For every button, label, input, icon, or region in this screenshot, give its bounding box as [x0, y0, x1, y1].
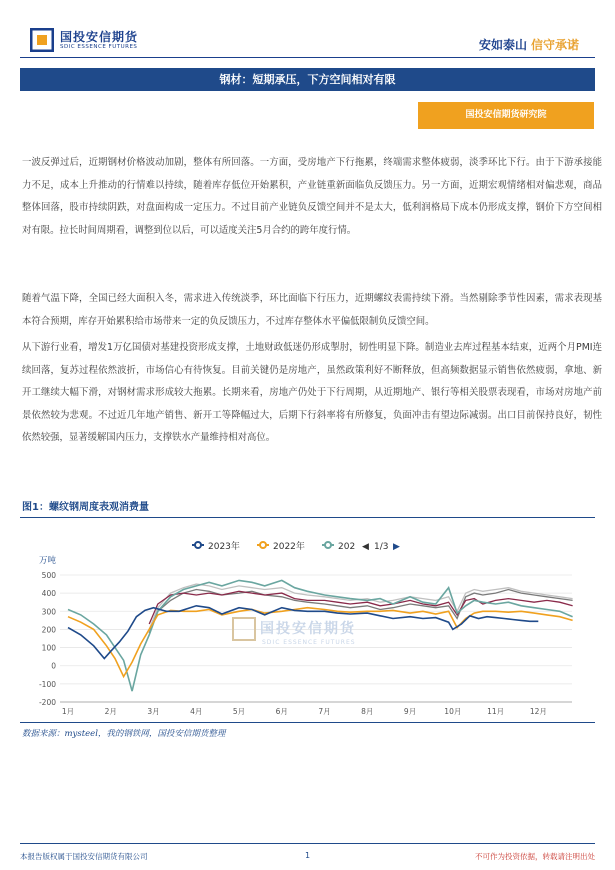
y-tick-label-3: 200	[41, 625, 56, 635]
legend-label-0: 2023年	[208, 542, 240, 552]
legend-next-icon: ▶	[393, 542, 400, 552]
x-tick-label-5: 6月	[275, 707, 288, 716]
x-tick-label-1: 2月	[104, 707, 117, 716]
y-tick-label-2: 300	[41, 607, 56, 617]
chart-watermark-en: SDIC ESSENCE FUTURES	[262, 639, 356, 646]
chart-watermark-cn: 国投安信期货	[260, 621, 356, 637]
legend-label-2: 202	[338, 542, 356, 552]
slogan	[479, 36, 579, 53]
footer-copyright: 本报告版权属于国投安信期货有限公司	[20, 852, 148, 861]
legend-marker-0	[195, 542, 201, 548]
x-tick-label-6: 7月	[318, 707, 331, 716]
legend-page: 1/3	[374, 542, 389, 552]
figure-title: 图1：螺纹钢周度表观消费量	[22, 502, 149, 513]
x-tick-label-4: 5月	[232, 707, 246, 716]
figure-bottom-divider	[20, 722, 595, 723]
chart-watermark-mark	[233, 618, 255, 640]
paragraph-3: 从下游行业看，增发1万亿国债对基建投资形成支撑，土地财政低迷仍形成掣肘，韧性明显下降。制造业去库过程基本结束，近两个月PMI连续回落，复苏过程依然波折，市场信心有待恢复。目前关键仍是房地产，虽然政策利好不断释放，但高频数据显示销售依然疲弱，拿地、新开工继续大幅下滑，对钢材需求形成较大拖累。长期来看，房地产仍处于下行周期，从近期地产、银行等相关股票表现看，市场对房地产前景依然较为悲观。不过近几年地产销售、新开工等降幅过大，后期下行斜率将有所修复，负面冲击有望边际减弱。出口目前保持良好，韧性依然较强，显著缓解国内压力，支撑铁水产量维持相对高位。	[22, 342, 602, 443]
x-tick-label-0: 1月	[61, 707, 75, 716]
x-tick-label-8: 9月	[403, 707, 417, 716]
slogan-part-b: 信守承诺	[530, 38, 579, 52]
line-chart	[22, 530, 595, 720]
legend-prev-icon: ◀	[362, 542, 369, 552]
page-number: 1	[305, 851, 311, 860]
y-unit-label: 万吨	[39, 556, 57, 566]
paragraph-1: 一波反弹过后，近期钢材价格波动加剧，整体有所回落。一方面，受房地产下行拖累，终端需求整体疲弱，淡季环比下行。由于下游承接能力不足，成本上升推动的行情难以持续，随着库存低位开始累积，产业链重新面临负反馈压力。另一方面，近期宏观情绪相对偏悲观，商品整体回落，股市持续阴跌，对盘面构成一定压力。不过目前产业链负反馈空间并不是太大，低利润格局下成本仍形成支撑，钢价下方空间相对有限。拉长时间周期看，调整到位以后，可以适度关注5月合约的跨年度行情。	[22, 157, 602, 236]
paragraph-2: 随着气温下降，全国已经大面积入冬，需求进入传统淡季，环比面临下行压力，近期螺纹表需持续下滑。当然剔除季节性因素，需求表现基本符合预期，库存开始累积给市场带来一定的负反馈压力，不过库存整体水平偏低限制负反馈空间。	[22, 293, 602, 327]
footer-divider	[20, 843, 595, 844]
logo-cn-text: 国投安信期货	[60, 30, 139, 44]
company-logo	[30, 26, 170, 56]
y-tick-label-7: -200	[38, 698, 56, 707]
y-tick-label-4: 100	[41, 643, 56, 653]
x-tick-label-9: 10月	[444, 707, 462, 716]
x-tick-label-10: 11月	[487, 707, 505, 716]
x-tick-label-2: 3月	[147, 707, 160, 716]
logo-mark-icon	[30, 28, 54, 52]
header-divider	[20, 57, 595, 58]
y-tick-label-6: -100	[38, 679, 56, 689]
legend-marker-1	[260, 542, 266, 548]
y-tick-label-1: 400	[41, 589, 56, 599]
x-tick-label-11: 12月	[529, 707, 547, 716]
logo-en-text: SDIC ESSENCE FUTURES	[60, 44, 138, 50]
x-tick-label-7: 8月	[361, 707, 374, 716]
legend-label-1: 2022年	[273, 542, 305, 552]
figure-top-divider	[20, 517, 595, 518]
y-tick-label-5: 0	[51, 661, 56, 671]
x-tick-label-3: 4月	[190, 707, 203, 716]
footer-disclaimer: 不可作为投资依据，转载请注明出处	[475, 852, 595, 861]
report-title: 钢材：短期承压，下方空间相对有限	[20, 68, 595, 91]
institute-badge: 国投安信期货研究院	[418, 102, 594, 129]
figure-source: 数据来源：mysteel，我的钢铁网，国投安信期货整理	[22, 729, 226, 739]
y-tick-label-0: 500	[41, 571, 56, 580]
legend-marker-2	[325, 542, 331, 548]
slogan-part-a: 安如泰山	[478, 38, 527, 52]
